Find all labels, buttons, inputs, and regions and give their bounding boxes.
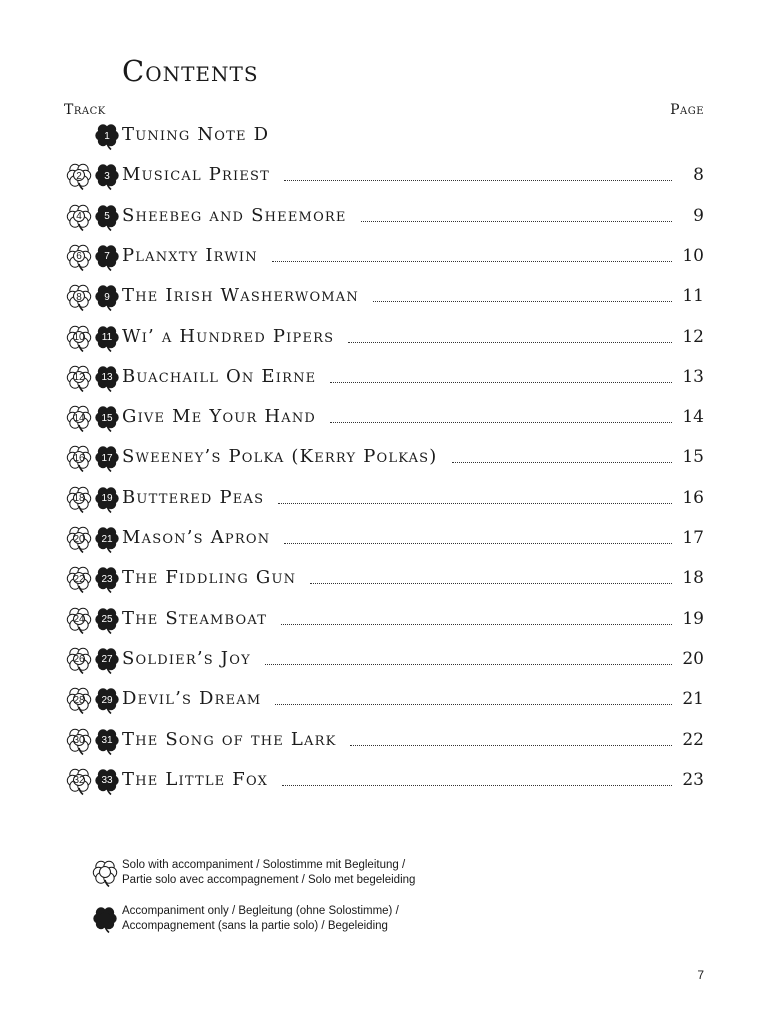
clover-outline-icon xyxy=(64,484,94,514)
contents-row xyxy=(64,766,704,796)
contents-row xyxy=(64,726,704,756)
contents-row xyxy=(64,403,704,433)
clover-outline-icon xyxy=(64,564,94,594)
clover-outline-icon xyxy=(64,363,94,393)
page-reference: 21 xyxy=(682,689,704,710)
contents-row xyxy=(64,564,704,594)
dot-leader xyxy=(452,462,672,463)
page-column-header: Page xyxy=(670,102,704,118)
dot-leader xyxy=(284,180,672,181)
legend-solo-line-1: Solo with accompaniment / Solostimme mit Begleitung / xyxy=(122,859,406,871)
solo-track-number: 24 xyxy=(73,614,85,626)
solo-track-number: 12 xyxy=(73,372,85,384)
accompaniment-track-number: 11 xyxy=(101,332,113,343)
page-reference: 10 xyxy=(682,245,704,266)
clover-solid-icon xyxy=(92,605,122,635)
dot-leader xyxy=(310,583,672,584)
clover-outline-icon xyxy=(64,202,94,232)
solo-track-number: 16 xyxy=(73,452,85,464)
clover-solid-icon xyxy=(92,484,122,514)
clover-outline-icon xyxy=(64,242,94,272)
solo-track-number: 28 xyxy=(73,694,85,706)
page-number: 7 xyxy=(697,968,704,982)
dot-leader xyxy=(373,301,672,302)
piece-title: Planxty Irwin xyxy=(122,244,258,266)
track-column-header: Track xyxy=(64,102,106,118)
clover-solid-icon xyxy=(92,363,122,393)
accompaniment-track-number: 31 xyxy=(101,735,113,746)
clover-outline-icon xyxy=(64,726,94,756)
piece-title: The Steamboat xyxy=(122,607,268,629)
accompaniment-track-number: 29 xyxy=(101,694,113,706)
clover-solid-icon xyxy=(92,282,122,312)
piece-title: Tuning Note D xyxy=(122,124,270,145)
dot-leader xyxy=(281,624,672,625)
dot-leader xyxy=(330,422,672,423)
contents-title: Contents xyxy=(122,54,259,88)
piece-title: Mason’s Apron xyxy=(122,527,271,548)
solo-track-number: 14 xyxy=(73,412,85,424)
contents-row xyxy=(64,202,704,232)
clover-outline-icon xyxy=(64,161,94,191)
clover-outline-icon xyxy=(64,605,94,635)
dot-leader xyxy=(330,382,672,383)
dot-leader xyxy=(282,785,672,786)
solo-track-number: 6 xyxy=(76,251,82,263)
piece-title: The Fiddling Gun xyxy=(122,567,297,589)
page-reference: 14 xyxy=(682,407,704,428)
contents-row xyxy=(64,242,704,272)
contents-row xyxy=(64,524,704,554)
accompaniment-track-number: 3 xyxy=(104,170,110,182)
clover-solid-icon xyxy=(90,904,120,934)
page-reference: 17 xyxy=(682,528,704,548)
accompaniment-track-number: 7 xyxy=(104,251,110,263)
dot-leader xyxy=(348,342,672,343)
piece-title: Wi’ a Hundred Pipers xyxy=(122,325,335,347)
page-reference: 15 xyxy=(682,447,704,468)
accompaniment-track-number: 9 xyxy=(104,291,110,303)
legend-accompaniment-line-1: Accompaniment only / Begleitung (ohne Solostimme) / xyxy=(122,905,399,917)
accompaniment-track-number: 1 xyxy=(104,130,110,142)
clover-solid-icon xyxy=(92,242,122,272)
contents-row xyxy=(64,121,704,151)
clover-outline-icon xyxy=(64,282,94,312)
clover-solid-icon xyxy=(92,726,122,756)
accompaniment-track-number: 13 xyxy=(101,372,113,384)
clover-outline-icon xyxy=(64,645,94,675)
piece-title: Buachaill On Eirne xyxy=(122,365,317,387)
clover-solid-icon xyxy=(92,564,122,594)
contents-row xyxy=(64,363,704,393)
clover-outline-icon xyxy=(64,403,94,433)
solo-track-number: 18 xyxy=(73,493,85,505)
dot-leader xyxy=(272,261,672,262)
clover-solid-icon xyxy=(92,323,122,353)
dot-leader xyxy=(284,543,672,544)
dot-leader xyxy=(350,745,672,746)
solo-track-number: 26 xyxy=(73,654,85,666)
clover-outline-icon xyxy=(90,858,120,888)
clover-solid-icon xyxy=(92,161,122,191)
contents-row xyxy=(64,443,704,473)
solo-track-number: 8 xyxy=(76,291,82,303)
clover-outline-icon xyxy=(64,443,94,473)
clover-solid-icon xyxy=(92,645,122,675)
piece-title: Buttered Peas xyxy=(122,486,265,508)
solo-track-number: 4 xyxy=(76,211,82,223)
page-reference: 11 xyxy=(682,286,704,307)
piece-title: The Irish Washerwoman xyxy=(122,285,359,307)
accompaniment-track-number: 25 xyxy=(101,614,113,626)
piece-title: Musical Priest xyxy=(122,164,271,186)
dot-leader xyxy=(275,704,672,705)
solo-track-number: 30 xyxy=(73,735,85,746)
page-reference: 16 xyxy=(682,487,704,508)
clover-solid-icon xyxy=(92,766,122,796)
legend-solo-line-2: Partie solo avec accompagnement / Solo met begeleiding xyxy=(122,874,416,886)
page-reference: 20 xyxy=(682,648,704,669)
dot-leader xyxy=(361,221,672,222)
page-reference: 18 xyxy=(682,568,704,589)
contents-row xyxy=(64,645,704,675)
accompaniment-track-number: 15 xyxy=(101,412,113,424)
solo-track-number: 2 xyxy=(76,170,82,182)
accompaniment-track-number: 21 xyxy=(101,533,113,545)
accompaniment-track-number: 33 xyxy=(101,775,113,787)
page-reference: 9 xyxy=(693,205,704,226)
page-reference: 12 xyxy=(682,326,704,347)
clover-solid-icon xyxy=(92,403,122,433)
accompaniment-track-number: 23 xyxy=(101,573,113,585)
dot-leader xyxy=(278,503,672,504)
solo-track-number: 32 xyxy=(73,775,85,787)
contents-row xyxy=(64,605,704,635)
clover-outline-icon xyxy=(64,685,94,715)
piece-title: The Little Fox xyxy=(122,768,269,790)
clover-outline-icon xyxy=(64,524,94,554)
piece-title: Devil’s Dream xyxy=(122,688,262,710)
contents-row xyxy=(64,161,704,191)
clover-outline-icon xyxy=(64,766,94,796)
clover-outline-icon xyxy=(64,323,94,353)
page-reference: 19 xyxy=(682,608,704,629)
piece-title: Soldier’s Joy xyxy=(122,647,251,669)
piece-title: The Song of the Lark xyxy=(122,728,337,750)
legend-accompaniment-line-2: Accompagnement (sans la partie solo) / Begeleiding xyxy=(122,920,388,932)
clover-solid-icon xyxy=(92,524,122,554)
clover-solid-icon xyxy=(92,443,122,473)
piece-title: Give Me Your Hand xyxy=(122,406,317,428)
solo-track-number: 20 xyxy=(73,533,85,545)
accompaniment-track-number: 17 xyxy=(101,452,113,464)
contents-row xyxy=(64,323,704,353)
page-reference: 13 xyxy=(682,366,704,387)
contents-row xyxy=(64,282,704,312)
clover-solid-icon xyxy=(92,685,122,715)
clover-solid-icon xyxy=(92,121,122,151)
page-reference: 8 xyxy=(693,165,704,186)
accompaniment-track-number: 27 xyxy=(101,654,113,666)
clover-solid-icon xyxy=(92,202,122,232)
accompaniment-track-number: 5 xyxy=(104,211,110,223)
contents-row xyxy=(64,484,704,514)
accompaniment-track-number: 19 xyxy=(101,493,113,505)
piece-title: Sweeney’s Polka (Kerry Polkas) xyxy=(122,446,438,468)
solo-track-number: 22 xyxy=(73,573,85,585)
piece-title: Sheebeg and Sheemore xyxy=(122,204,347,226)
dot-leader xyxy=(265,664,672,665)
page-reference: 23 xyxy=(682,769,704,790)
page-reference: 22 xyxy=(682,729,704,750)
solo-track-number: 10 xyxy=(73,332,85,343)
contents-row xyxy=(64,685,704,715)
